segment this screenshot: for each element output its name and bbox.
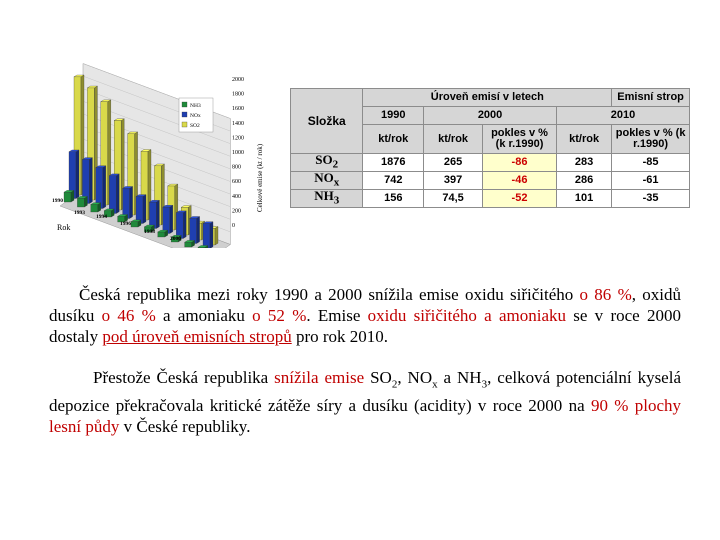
bar-NOx-1992 <box>96 166 106 209</box>
chart-x-label: Rok <box>57 223 71 232</box>
legend-label: SO2 <box>190 123 200 129</box>
header-kt-1990: kt/rok <box>363 125 424 154</box>
x-tick-label: 1994 <box>96 214 107 220</box>
emissions-chart-svg <box>44 62 270 248</box>
header-kt-2000: kt/rok <box>424 125 483 154</box>
bar-NH3-1997 <box>158 230 168 237</box>
header-drop-2000: pokles v % (k r.1990) <box>483 125 557 154</box>
bar-NOx-1999 <box>190 217 200 244</box>
table-row-nh3 <box>291 190 690 208</box>
bar-NH3-1992 <box>91 203 101 212</box>
emissions-table-wrap <box>290 88 690 208</box>
bar-NH3-1990 <box>64 190 74 202</box>
y-tick-label: 1200 <box>232 135 244 142</box>
drop-2000: -46 <box>483 172 557 190</box>
value-1990: 156 <box>363 190 424 208</box>
y-tick-label: 200 <box>232 208 241 215</box>
header-drop-2010: pokles v % (k r.1990) <box>612 125 690 154</box>
table-row-nox <box>291 172 690 190</box>
x-tick-label: 1996 <box>120 221 131 227</box>
drop-2010: -61 <box>612 172 690 190</box>
value-1990: 742 <box>363 172 424 190</box>
y-tick-label: 400 <box>232 193 241 200</box>
header-kt-2010: kt/rok <box>557 125 612 154</box>
component-cell: $NH_3$ <box>291 190 363 208</box>
header-emission-cap: Emisní strop <box>612 89 690 107</box>
value-2000: 397 <box>424 172 483 190</box>
component-cell: $SO_2$ <box>291 154 363 172</box>
bar-NOx-1994 <box>123 186 133 218</box>
emissions-chart <box>44 62 270 248</box>
drop-2000: -52 <box>483 190 557 208</box>
value-1990: 1876 <box>363 154 424 172</box>
value-2010: 286 <box>557 172 612 190</box>
emissions-table <box>290 88 690 208</box>
y-tick-label: 1400 <box>232 120 244 127</box>
component-cell: $NO_x$ <box>291 172 363 190</box>
bar-NH3-1995 <box>131 220 141 227</box>
header-year-2010: 2010 <box>557 107 690 125</box>
header-year-1990: 1990 <box>363 107 424 125</box>
chart-y-ticks <box>232 77 244 229</box>
y-tick-label: 1000 <box>232 150 244 156</box>
chart-y-label: Celkové emise (kt / rok) <box>256 143 264 212</box>
bar-NOx-1998 <box>176 211 186 239</box>
value-2010: 101 <box>557 190 612 208</box>
y-tick-label: 600 <box>232 179 241 186</box>
chart-legend <box>179 98 213 132</box>
legend-swatch <box>182 122 187 127</box>
paragraph-emissions-reduction: Česká republika mezi roky 1990 a 2000 snížila emise oxidu siřičitého o 86 %, oxidů dusíku o 46 % a amoniaku o 52 %. Emise oxidu siřičitého a amoniaku se v roce 2000 dostaly pod úroveň emisních stropů pro rok 2010. <box>49 285 681 346</box>
x-tick-label: 1993 <box>74 210 85 216</box>
bar-NH3-1991 <box>77 196 87 207</box>
bar-NOx-1996 <box>149 200 159 228</box>
y-tick-label: 800 <box>232 164 241 171</box>
drop-2010: -85 <box>612 154 690 172</box>
bar-NOx-2000 <box>203 222 213 248</box>
drop-2000: -86 <box>483 154 557 172</box>
header-emission-levels: Úroveň emisí v letech <box>363 89 612 107</box>
legend-swatch <box>182 112 187 117</box>
bar-NOx-1997 <box>163 205 173 233</box>
y-tick-label: 1800 <box>232 91 244 98</box>
legend-label: NOx <box>190 113 201 119</box>
legend-swatch <box>182 102 187 107</box>
x-tick-label: 2000 <box>170 236 181 242</box>
y-tick-label: 2000 <box>232 77 244 83</box>
x-tick-label: 1998 <box>144 229 155 235</box>
value-2000: 265 <box>424 154 483 172</box>
table-row-so2 <box>291 154 690 172</box>
bar-NOx-1993 <box>109 174 119 214</box>
y-tick-label: 0 <box>232 223 235 229</box>
value-2000: 74,5 <box>424 190 483 208</box>
bar-NOx-1995 <box>136 195 146 224</box>
header-year-2000: 2000 <box>424 107 557 125</box>
bar-NH3-1999 <box>185 240 195 247</box>
legend-label: NH3 <box>190 103 201 109</box>
drop-2010: -35 <box>612 190 690 208</box>
value-2010: 283 <box>557 154 612 172</box>
y-tick-label: 1600 <box>232 106 244 113</box>
x-tick-label: 1990 <box>52 198 63 204</box>
header-component: Složka <box>291 89 363 154</box>
paragraph-acid-deposition: Přestože Česká republika snížila emise $SO_2$, $NO_x$ a $NH_3$, celková potenciální kyselá depozice překračovala kritické zátěže síry a dusíku (acidity) v roce 2000 na 90 % plochy lesní půdy v České republiky. <box>49 368 681 437</box>
